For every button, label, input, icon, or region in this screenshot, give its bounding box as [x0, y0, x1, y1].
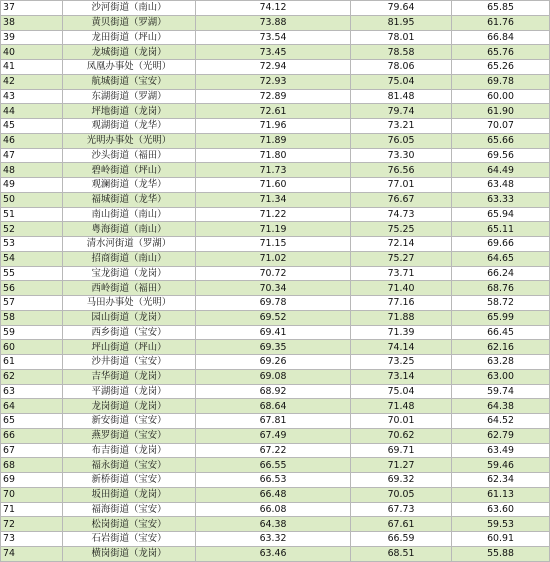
street-name-cell: 观澜街道（龙华） — [63, 178, 196, 193]
rank-cell: 50 — [1, 192, 63, 207]
street-name-cell: 沙井街道（宝安） — [63, 355, 196, 370]
score-a-cell: 71.96 — [196, 119, 351, 134]
street-name-cell: 龙岗街道（龙岗） — [63, 399, 196, 414]
table-row — [1, 399, 550, 414]
rank-cell: 60 — [1, 340, 63, 355]
score-a-cell: 71.15 — [196, 237, 351, 252]
score-a-cell: 68.64 — [196, 399, 351, 414]
score-b-cell: 79.64 — [351, 1, 452, 16]
score-b-cell: 73.14 — [351, 369, 452, 384]
rank-cell: 68 — [1, 458, 63, 473]
street-name-cell: 龙城街道（龙岗） — [63, 45, 196, 60]
score-a-cell: 72.89 — [196, 89, 351, 104]
score-b-cell: 81.95 — [351, 15, 452, 30]
score-a-cell: 71.80 — [196, 148, 351, 163]
score-b-cell: 79.74 — [351, 104, 452, 119]
score-c-cell: 70.07 — [452, 119, 550, 134]
rank-cell: 48 — [1, 163, 63, 178]
score-b-cell: 71.39 — [351, 325, 452, 340]
score-b-cell: 73.21 — [351, 119, 452, 134]
street-name-cell: 航城街道（宝安） — [63, 74, 196, 89]
score-b-cell: 71.27 — [351, 458, 452, 473]
score-c-cell: 64.49 — [452, 163, 550, 178]
rank-cell: 67 — [1, 443, 63, 458]
score-b-cell: 70.01 — [351, 414, 452, 429]
score-c-cell: 61.13 — [452, 487, 550, 502]
score-a-cell: 66.48 — [196, 487, 351, 502]
score-c-cell: 63.28 — [452, 355, 550, 370]
score-c-cell: 62.34 — [452, 473, 550, 488]
table-row — [1, 369, 550, 384]
table-row — [1, 340, 550, 355]
rank-cell: 73 — [1, 532, 63, 547]
score-c-cell: 60.00 — [452, 89, 550, 104]
score-a-cell: 71.02 — [196, 251, 351, 266]
score-b-cell: 78.01 — [351, 30, 452, 45]
rank-cell: 54 — [1, 251, 63, 266]
score-b-cell: 78.58 — [351, 45, 452, 60]
rank-cell: 55 — [1, 266, 63, 281]
score-a-cell: 71.89 — [196, 133, 351, 148]
score-c-cell: 65.26 — [452, 60, 550, 75]
street-name-cell: 沙河街道（南山） — [63, 1, 196, 16]
table-row — [1, 1, 550, 16]
score-a-cell: 71.22 — [196, 207, 351, 222]
rank-cell: 43 — [1, 89, 63, 104]
score-c-cell: 65.11 — [452, 222, 550, 237]
score-b-cell: 71.88 — [351, 310, 452, 325]
score-c-cell: 63.49 — [452, 443, 550, 458]
street-name-cell: 西岭街道（福田） — [63, 281, 196, 296]
score-a-cell: 72.94 — [196, 60, 351, 75]
rank-cell: 69 — [1, 473, 63, 488]
street-name-cell: 新桥街道（宝安） — [63, 473, 196, 488]
street-name-cell: 燕罗街道（宝安） — [63, 428, 196, 443]
table-row — [1, 502, 550, 517]
rank-cell: 39 — [1, 30, 63, 45]
rank-cell: 64 — [1, 399, 63, 414]
score-c-cell: 69.66 — [452, 237, 550, 252]
table-row — [1, 473, 550, 488]
score-a-cell: 69.35 — [196, 340, 351, 355]
score-b-cell: 75.04 — [351, 74, 452, 89]
score-b-cell: 66.59 — [351, 532, 452, 547]
score-a-cell: 63.32 — [196, 532, 351, 547]
score-b-cell: 76.56 — [351, 163, 452, 178]
score-c-cell: 64.52 — [452, 414, 550, 429]
street-name-cell: 坪山街道（坪山） — [63, 340, 196, 355]
street-name-cell: 福城街道（龙华） — [63, 192, 196, 207]
score-a-cell: 70.34 — [196, 281, 351, 296]
rank-cell: 72 — [1, 517, 63, 532]
rank-cell: 46 — [1, 133, 63, 148]
street-name-cell: 碧岭街道（坪山） — [63, 163, 196, 178]
street-name-cell: 福永街道（宝安） — [63, 458, 196, 473]
table-row — [1, 163, 550, 178]
score-a-cell: 73.54 — [196, 30, 351, 45]
rank-cell: 66 — [1, 428, 63, 443]
score-c-cell: 59.53 — [452, 517, 550, 532]
rank-cell: 37 — [1, 1, 63, 16]
score-c-cell: 69.56 — [452, 148, 550, 163]
table-row — [1, 89, 550, 104]
street-name-cell: 沙头街道（福田） — [63, 148, 196, 163]
street-name-cell: 粤海街道（南山） — [63, 222, 196, 237]
rank-cell: 52 — [1, 222, 63, 237]
table-row — [1, 45, 550, 60]
street-name-cell: 黄贝街道（罗湖） — [63, 15, 196, 30]
score-c-cell: 59.46 — [452, 458, 550, 473]
table-row — [1, 30, 550, 45]
table-row — [1, 546, 550, 561]
score-c-cell: 63.60 — [452, 502, 550, 517]
table-row — [1, 222, 550, 237]
score-b-cell: 81.48 — [351, 89, 452, 104]
score-a-cell: 67.81 — [196, 414, 351, 429]
table-row — [1, 60, 550, 75]
rank-cell: 74 — [1, 546, 63, 561]
score-c-cell: 65.66 — [452, 133, 550, 148]
table-row — [1, 517, 550, 532]
table-row — [1, 119, 550, 134]
street-name-cell: 坂田街道（龙岗） — [63, 487, 196, 502]
table-row — [1, 310, 550, 325]
score-b-cell: 75.04 — [351, 384, 452, 399]
score-b-cell: 74.73 — [351, 207, 452, 222]
rank-cell: 63 — [1, 384, 63, 399]
street-name-cell: 招商街道（南山） — [63, 251, 196, 266]
street-name-cell: 坪地街道（龙岗） — [63, 104, 196, 119]
street-name-cell: 宝龙街道（龙岗） — [63, 266, 196, 281]
score-a-cell: 66.53 — [196, 473, 351, 488]
street-name-cell: 南山街道（南山） — [63, 207, 196, 222]
score-a-cell: 68.92 — [196, 384, 351, 399]
table-row — [1, 192, 550, 207]
table-row — [1, 443, 550, 458]
rank-cell: 45 — [1, 119, 63, 134]
score-b-cell: 76.05 — [351, 133, 452, 148]
table-row — [1, 281, 550, 296]
score-c-cell: 66.45 — [452, 325, 550, 340]
street-name-cell: 新安街道（宝安） — [63, 414, 196, 429]
score-b-cell: 73.25 — [351, 355, 452, 370]
table-row — [1, 251, 550, 266]
rank-cell: 70 — [1, 487, 63, 502]
score-c-cell: 65.85 — [452, 1, 550, 16]
table-row — [1, 325, 550, 340]
score-a-cell: 72.61 — [196, 104, 351, 119]
score-b-cell: 70.05 — [351, 487, 452, 502]
score-a-cell: 74.12 — [196, 1, 351, 16]
table-row — [1, 458, 550, 473]
street-name-cell: 马田办事处（光明） — [63, 296, 196, 311]
score-a-cell: 71.19 — [196, 222, 351, 237]
street-name-cell: 光明办事处（光明） — [63, 133, 196, 148]
score-c-cell: 64.38 — [452, 399, 550, 414]
table-row — [1, 428, 550, 443]
street-name-cell: 观湖街道（龙华） — [63, 119, 196, 134]
rank-cell: 53 — [1, 237, 63, 252]
score-a-cell: 70.72 — [196, 266, 351, 281]
street-name-cell: 凤凰办事处（光明） — [63, 60, 196, 75]
rank-cell: 57 — [1, 296, 63, 311]
score-c-cell: 61.76 — [452, 15, 550, 30]
score-b-cell: 73.71 — [351, 266, 452, 281]
score-a-cell: 71.34 — [196, 192, 351, 207]
table-row — [1, 74, 550, 89]
score-b-cell: 73.30 — [351, 148, 452, 163]
score-c-cell: 65.94 — [452, 207, 550, 222]
score-c-cell: 65.76 — [452, 45, 550, 60]
score-a-cell: 69.26 — [196, 355, 351, 370]
table-row — [1, 207, 550, 222]
street-name-cell: 松岗街道（宝安） — [63, 517, 196, 532]
score-a-cell: 73.45 — [196, 45, 351, 60]
street-name-cell: 清水河街道（罗湖） — [63, 237, 196, 252]
score-a-cell: 63.46 — [196, 546, 351, 561]
street-name-cell: 吉华街道（龙岗） — [63, 369, 196, 384]
score-a-cell: 73.88 — [196, 15, 351, 30]
score-a-cell: 69.41 — [196, 325, 351, 340]
ranking-table-body — [1, 1, 550, 562]
street-name-cell: 福海街道（宝安） — [63, 502, 196, 517]
score-c-cell: 64.65 — [452, 251, 550, 266]
score-c-cell: 55.88 — [452, 546, 550, 561]
rank-cell: 41 — [1, 60, 63, 75]
score-c-cell: 66.84 — [452, 30, 550, 45]
rank-cell: 38 — [1, 15, 63, 30]
street-name-cell: 横岗街道（龙岗） — [63, 546, 196, 561]
table-row — [1, 487, 550, 502]
score-b-cell: 67.73 — [351, 502, 452, 517]
street-name-cell: 石岩街道（宝安） — [63, 532, 196, 547]
score-b-cell: 74.14 — [351, 340, 452, 355]
score-b-cell: 69.32 — [351, 473, 452, 488]
rank-cell: 40 — [1, 45, 63, 60]
table-row — [1, 296, 550, 311]
table-row — [1, 148, 550, 163]
street-name-cell: 东湖街道（罗湖） — [63, 89, 196, 104]
rank-cell: 47 — [1, 148, 63, 163]
score-c-cell: 66.24 — [452, 266, 550, 281]
score-b-cell: 69.71 — [351, 443, 452, 458]
score-b-cell: 77.01 — [351, 178, 452, 193]
score-a-cell: 66.55 — [196, 458, 351, 473]
rank-cell: 42 — [1, 74, 63, 89]
table-row — [1, 384, 550, 399]
table-row — [1, 237, 550, 252]
rank-cell: 49 — [1, 178, 63, 193]
street-name-cell: 平湖街道（龙岗） — [63, 384, 196, 399]
score-a-cell: 69.78 — [196, 296, 351, 311]
rank-cell: 65 — [1, 414, 63, 429]
score-a-cell: 64.38 — [196, 517, 351, 532]
score-b-cell: 78.06 — [351, 60, 452, 75]
score-c-cell: 62.79 — [452, 428, 550, 443]
street-name-cell: 布吉街道（龙岗） — [63, 443, 196, 458]
score-c-cell: 59.74 — [452, 384, 550, 399]
rank-cell: 56 — [1, 281, 63, 296]
score-b-cell: 71.48 — [351, 399, 452, 414]
score-c-cell: 58.72 — [452, 296, 550, 311]
score-b-cell: 72.14 — [351, 237, 452, 252]
score-a-cell: 71.73 — [196, 163, 351, 178]
score-a-cell: 69.08 — [196, 369, 351, 384]
score-b-cell: 71.40 — [351, 281, 452, 296]
table-row — [1, 104, 550, 119]
score-c-cell: 68.76 — [452, 281, 550, 296]
score-c-cell: 65.99 — [452, 310, 550, 325]
score-a-cell: 67.22 — [196, 443, 351, 458]
score-b-cell: 68.51 — [351, 546, 452, 561]
table-row — [1, 532, 550, 547]
rank-cell: 44 — [1, 104, 63, 119]
score-c-cell: 62.16 — [452, 340, 550, 355]
street-name-cell: 园山街道（龙岗） — [63, 310, 196, 325]
score-b-cell: 67.61 — [351, 517, 452, 532]
table-row — [1, 15, 550, 30]
score-c-cell: 60.91 — [452, 532, 550, 547]
score-c-cell: 63.00 — [452, 369, 550, 384]
table-row — [1, 178, 550, 193]
rank-cell: 51 — [1, 207, 63, 222]
score-c-cell: 69.78 — [452, 74, 550, 89]
table-row — [1, 414, 550, 429]
rank-cell: 71 — [1, 502, 63, 517]
score-b-cell: 77.16 — [351, 296, 452, 311]
score-a-cell: 67.49 — [196, 428, 351, 443]
table-row — [1, 266, 550, 281]
score-a-cell: 66.08 — [196, 502, 351, 517]
table-row — [1, 355, 550, 370]
score-c-cell: 63.48 — [452, 178, 550, 193]
street-name-cell: 龙田街道（坪山） — [63, 30, 196, 45]
street-name-cell: 西乡街道（宝安） — [63, 325, 196, 340]
score-a-cell: 72.93 — [196, 74, 351, 89]
score-a-cell: 69.52 — [196, 310, 351, 325]
score-b-cell: 75.25 — [351, 222, 452, 237]
score-a-cell: 71.60 — [196, 178, 351, 193]
score-c-cell: 63.33 — [452, 192, 550, 207]
score-b-cell: 76.67 — [351, 192, 452, 207]
rank-cell: 59 — [1, 325, 63, 340]
rank-cell: 61 — [1, 355, 63, 370]
score-b-cell: 70.62 — [351, 428, 452, 443]
table-row — [1, 133, 550, 148]
score-c-cell: 61.90 — [452, 104, 550, 119]
rank-cell: 58 — [1, 310, 63, 325]
rank-cell: 62 — [1, 369, 63, 384]
score-b-cell: 75.27 — [351, 251, 452, 266]
